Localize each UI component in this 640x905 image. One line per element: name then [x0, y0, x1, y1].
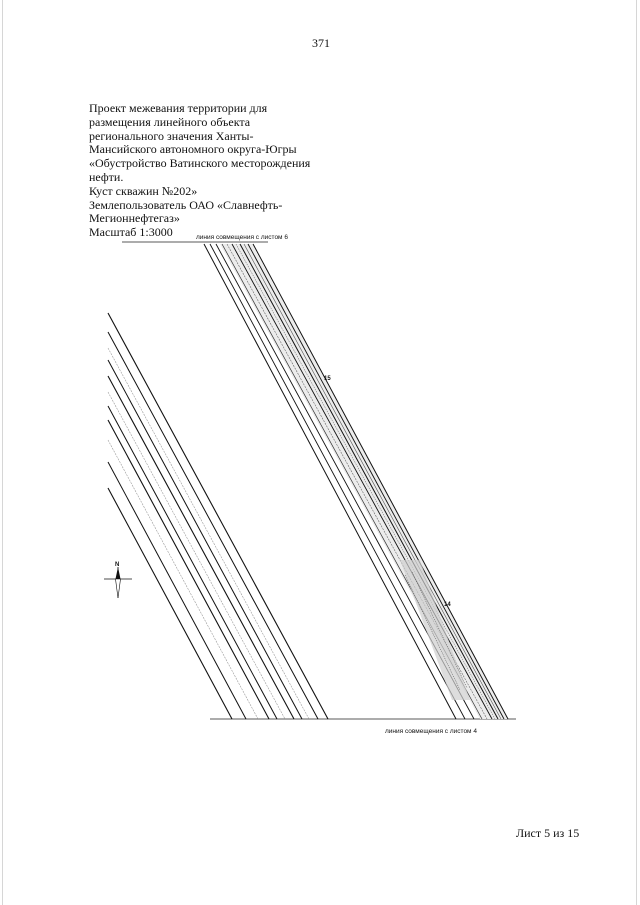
- title-line: Мансийского автономного округа-Югры: [89, 142, 297, 157]
- boundary-line: [204, 244, 456, 719]
- boundary-line: [210, 244, 465, 719]
- bottom-match-line-label: линия совмещения с листом 4: [385, 728, 477, 735]
- boundary-line: [108, 360, 302, 719]
- title-line: регионального значения Ханты-: [89, 128, 254, 143]
- boundary-line: [108, 420, 269, 719]
- right-corridor: [204, 244, 508, 719]
- title-line: Проект межевания территории для: [89, 101, 268, 115]
- boundary-line: [248, 244, 504, 719]
- boundary-line: [236, 244, 495, 719]
- point-label-15: 15: [324, 376, 331, 382]
- title-line: «Обустройство Ватинского месторождения: [89, 156, 311, 171]
- title-line: нефти.: [89, 169, 124, 184]
- boundary-line: [108, 348, 309, 719]
- north-label: N: [115, 562, 120, 568]
- title-line: Куст скважин №202»: [89, 183, 198, 198]
- boundary-line: [244, 244, 501, 719]
- title-line: Землепользователь ОАО «Славнефть-: [89, 197, 283, 212]
- boundary-line: [253, 244, 508, 719]
- boundary-line: [108, 392, 285, 719]
- boundary-line: [108, 440, 258, 719]
- boundary-line: [108, 376, 294, 719]
- boundary-line: [232, 244, 492, 719]
- page-number: 371: [312, 36, 330, 50]
- boundary-line: [108, 462, 246, 719]
- title-line: размещения линейного объекта: [89, 114, 251, 129]
- boundary-line: [108, 488, 232, 719]
- sheet-number: Лист 5 из 15: [516, 826, 580, 840]
- point-label-14: 14: [444, 602, 451, 608]
- north-arrow-tail: [116, 579, 121, 598]
- boundary-line: [240, 244, 498, 719]
- top-match-line-label: линия совмещения с листом 6: [196, 234, 288, 241]
- north-arrow-head: [116, 567, 121, 579]
- boundary-line: [108, 332, 318, 719]
- north-arrow-icon: [104, 562, 132, 598]
- title-line: Масштаб 1:3000: [89, 225, 173, 240]
- boundary-line: [108, 406, 277, 719]
- title-line: Мегионнефтегаз»: [89, 211, 180, 226]
